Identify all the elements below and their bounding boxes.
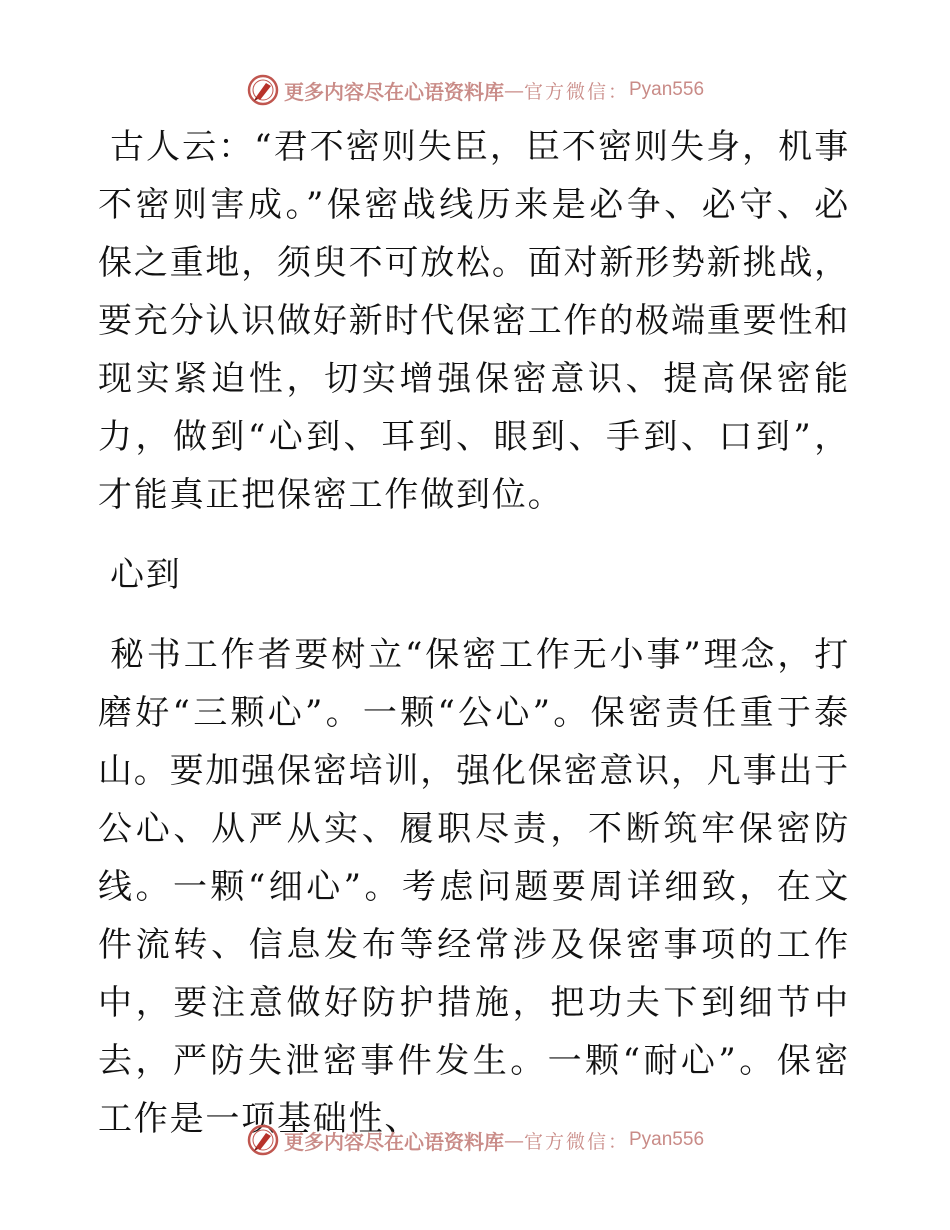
section-body-paragraph: 秘书工作者要树立“保密工作无小事”理念，打磨好“三颗心”。一颗“公心”。保密责任重于泰山。要加强保密培训，强化保密意识，凡事出于公心、从严从实、履职尽责，不断筑牢保密防线。一颗“细心”。考虑问题要周详细致，在文件流转、信息发布等经常涉及保密事项的工作中，要注意做好防护措施，把功夫下到细节中去，严防失泄密事件发生。一颗“耐心”。保密工作是一项基础性、	[98, 635, 850, 1139]
watermark-wechat-id: Pyan556	[629, 1129, 705, 1150]
header-watermark	[0, 70, 950, 110]
watermark-separator: —	[503, 1128, 524, 1152]
section-heading: 心到	[110, 555, 182, 595]
watermark-brand-text: 更多内容尽在心语资料库	[283, 1129, 504, 1154]
pen-nib-logo-icon	[246, 73, 280, 107]
watermark-separator: —	[503, 78, 524, 102]
watermark-brand-text: 更多内容尽在心语资料库	[283, 79, 504, 104]
watermark-label: 官方微信：	[523, 80, 629, 103]
document-body	[98, 118, 850, 1148]
watermark-label: 官方微信：	[523, 1130, 629, 1153]
footer-watermark	[0, 1120, 950, 1160]
watermark-wechat-id: Pyan556	[629, 79, 705, 100]
pen-nib-logo-icon	[246, 1123, 280, 1157]
intro-paragraph: 古人云：“君不密则失臣，臣不密则失身，机事不密则害成。”保密战线历来是必争、必守、必保之重地，须臾不可放松。面对新形势新挑战，要充分认识做好新时代保密工作的极端重要性和现实紧迫性，切实增强保密意识、提高保密能力，做到“心到、耳到、眼到、手到、口到”，才能真正把保密工作做到位。	[98, 127, 850, 515]
